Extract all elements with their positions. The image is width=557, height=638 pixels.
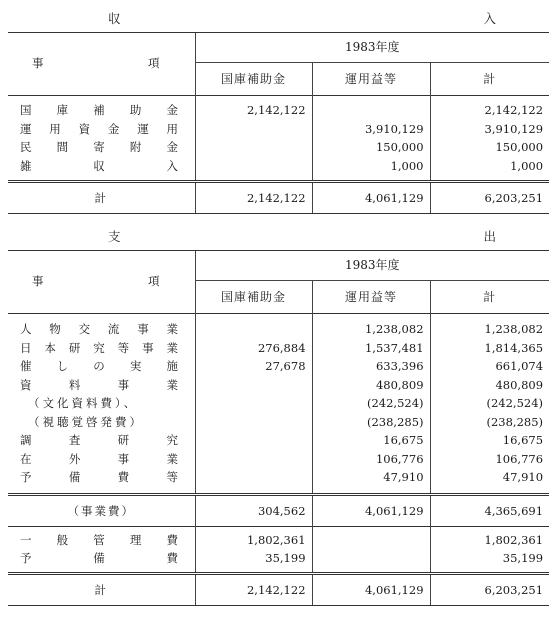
expense-row xyxy=(8,357,549,376)
expense-row-subsidy: 27,678 xyxy=(195,357,312,376)
expense-row-returns: 1,537,481 xyxy=(312,339,430,358)
expense-total-subsidy: 2,142,122 xyxy=(195,573,312,605)
income-row-returns: 1,000 xyxy=(312,157,430,182)
admin-row-name xyxy=(8,526,195,549)
income-row-subsidy xyxy=(195,157,312,182)
expense-subtotal-returns: 4,061,129 xyxy=(312,494,430,526)
expense-row-name xyxy=(8,468,195,494)
expense-row-name xyxy=(8,431,195,450)
expense-subtotal-sum: 4,365,691 xyxy=(430,494,549,526)
expense-total-sum: 6,203,251 xyxy=(430,573,549,605)
expense-row-total: (238,285) xyxy=(430,413,549,432)
expense-rows xyxy=(8,314,549,495)
expense-subtotal-row xyxy=(8,494,549,526)
expense-admin-rows xyxy=(8,526,549,573)
admin-row-subsidy: 1,802,361 xyxy=(195,526,312,549)
income-row xyxy=(8,157,549,182)
expense-row-total: 47,910 xyxy=(430,468,549,494)
expense-row-returns: 480,809 xyxy=(312,376,430,395)
income-row-name-text: 民間寄附金 xyxy=(20,140,178,155)
expense-row-name-text: 資料事業 xyxy=(20,377,178,392)
income-total-subsidy: 2,142,122 xyxy=(195,182,312,214)
admin-row-name-text: 一般管理費 xyxy=(20,532,178,547)
expense-row-total: 480,809 xyxy=(430,376,549,395)
income-row-total: 1,000 xyxy=(430,157,549,182)
expense-row-returns: (238,285) xyxy=(312,413,430,432)
expense-col-subsidy: 国庫補助金 xyxy=(195,280,312,313)
income-row-returns: 3,910,129 xyxy=(312,120,430,139)
expense-total-label: 計 xyxy=(8,573,195,605)
expense-table xyxy=(8,224,549,606)
expense-row-name-text: 調査研究 xyxy=(20,433,178,448)
expense-title-left: 支 xyxy=(108,229,122,244)
expense-row xyxy=(8,314,549,339)
income-header-label-a: 事 xyxy=(32,56,44,70)
income-row-returns xyxy=(312,96,430,120)
expense-row-subsidy: 276,884 xyxy=(195,339,312,358)
expense-header-label-a: 事 xyxy=(32,274,44,288)
expense-row-total: 1,238,082 xyxy=(430,314,549,339)
expense-row-subsidy xyxy=(195,468,312,494)
income-row-subsidy xyxy=(195,120,312,139)
admin-row xyxy=(8,526,549,549)
income-row-name-text: 国庫補助金 xyxy=(20,103,178,118)
income-col-subsidy: 国庫補助金 xyxy=(195,62,312,95)
budget-sheet xyxy=(8,6,549,606)
income-row xyxy=(8,120,549,139)
expense-row-name-text: 在外事業 xyxy=(20,451,178,466)
expense-row xyxy=(8,394,549,413)
expense-row xyxy=(8,376,549,395)
expense-col-total: 計 xyxy=(430,280,549,313)
expense-row-name-text: （文化資料費）、 xyxy=(28,396,139,411)
income-row-total: 3,910,129 xyxy=(430,120,549,139)
income-row-total: 150,000 xyxy=(430,138,549,157)
expense-row xyxy=(8,339,549,358)
expense-row-total: 661,074 xyxy=(430,357,549,376)
income-year-header: 1983年度 xyxy=(195,33,549,63)
admin-row-name-text: 予備費 xyxy=(20,551,178,566)
income-row-total: 2,142,122 xyxy=(430,96,549,120)
admin-row-name xyxy=(8,549,195,573)
income-header-label-b: 項 xyxy=(148,56,160,70)
expense-row-name xyxy=(8,394,195,413)
income-total-label: 計 xyxy=(8,182,195,214)
income-row-subsidy xyxy=(195,138,312,157)
expense-row-subsidy xyxy=(195,376,312,395)
expense-row xyxy=(8,413,549,432)
expense-row-total: (242,524) xyxy=(430,394,549,413)
expense-row-returns: (242,524) xyxy=(312,394,430,413)
income-row-returns: 150,000 xyxy=(312,138,430,157)
admin-row xyxy=(8,549,549,573)
admin-row-returns xyxy=(312,526,430,549)
expense-row xyxy=(8,450,549,469)
expense-subtotal-label: （事業費） xyxy=(8,494,195,526)
expense-row-subsidy xyxy=(195,413,312,432)
income-row-subsidy: 2,142,122 xyxy=(195,96,312,120)
income-row xyxy=(8,138,549,157)
income-row-name xyxy=(8,138,195,157)
admin-row-total: 1,802,361 xyxy=(430,526,549,549)
expense-row-total: 16,675 xyxy=(430,431,549,450)
expense-row-returns: 633,396 xyxy=(312,357,430,376)
income-item-header xyxy=(8,33,195,96)
expense-row-name xyxy=(8,450,195,469)
expense-row-name-text: 予備費等 xyxy=(20,470,178,485)
income-col-total: 計 xyxy=(430,62,549,95)
expense-row-name-text: 催しの実施 xyxy=(20,359,178,374)
expense-row-returns: 106,776 xyxy=(312,450,430,469)
income-row-name-text: 運用資金運用 xyxy=(20,121,178,136)
income-title-left: 収 xyxy=(108,11,122,26)
expense-row-name xyxy=(8,376,195,395)
expense-row-subsidy xyxy=(195,314,312,339)
expense-row xyxy=(8,431,549,450)
admin-row-subsidy: 35,199 xyxy=(195,549,312,573)
expense-col-returns: 運用益等 xyxy=(312,280,430,313)
expense-row-name xyxy=(8,339,195,358)
income-total-row xyxy=(8,182,549,214)
expense-row-name xyxy=(8,357,195,376)
expense-year-header: 1983年度 xyxy=(195,251,549,281)
expense-row-name xyxy=(8,314,195,339)
income-total-sum: 6,203,251 xyxy=(430,182,549,214)
expense-total-row xyxy=(8,573,549,605)
expense-row-name-text: 人物交流事業 xyxy=(20,322,178,337)
expense-row-total: 106,776 xyxy=(430,450,549,469)
expense-row-subsidy xyxy=(195,394,312,413)
expense-row-returns: 16,675 xyxy=(312,431,430,450)
expense-row-total: 1,814,365 xyxy=(430,339,549,358)
admin-row-returns xyxy=(312,549,430,573)
expense-title-right: 出 xyxy=(483,229,498,244)
expense-row-subsidy xyxy=(195,431,312,450)
expense-row-name xyxy=(8,413,195,432)
income-row-name xyxy=(8,157,195,182)
income-rows xyxy=(8,96,549,182)
expense-row xyxy=(8,468,549,494)
income-total-returns: 4,061,129 xyxy=(312,182,430,214)
income-row-name xyxy=(8,120,195,139)
expense-row-subsidy xyxy=(195,450,312,469)
expense-subtotal-subsidy: 304,562 xyxy=(195,494,312,526)
expense-row-name-text: 日本研究等事業 xyxy=(20,340,178,355)
income-row-name-text: 雑収入 xyxy=(20,158,178,173)
admin-row-total: 35,199 xyxy=(430,549,549,573)
expense-header-label-b: 項 xyxy=(148,274,160,288)
income-row xyxy=(8,96,549,120)
income-table xyxy=(8,6,549,214)
income-col-returns: 運用益等 xyxy=(312,62,430,95)
expense-row-name-text: （視聴覚啓発費） xyxy=(28,414,144,429)
expense-total-returns: 4,061,129 xyxy=(312,573,430,605)
expense-row-returns: 1,238,082 xyxy=(312,314,430,339)
expense-row-returns: 47,910 xyxy=(312,468,430,494)
income-title-right: 入 xyxy=(483,11,498,26)
income-row-name xyxy=(8,96,195,120)
expense-item-header xyxy=(8,251,195,314)
